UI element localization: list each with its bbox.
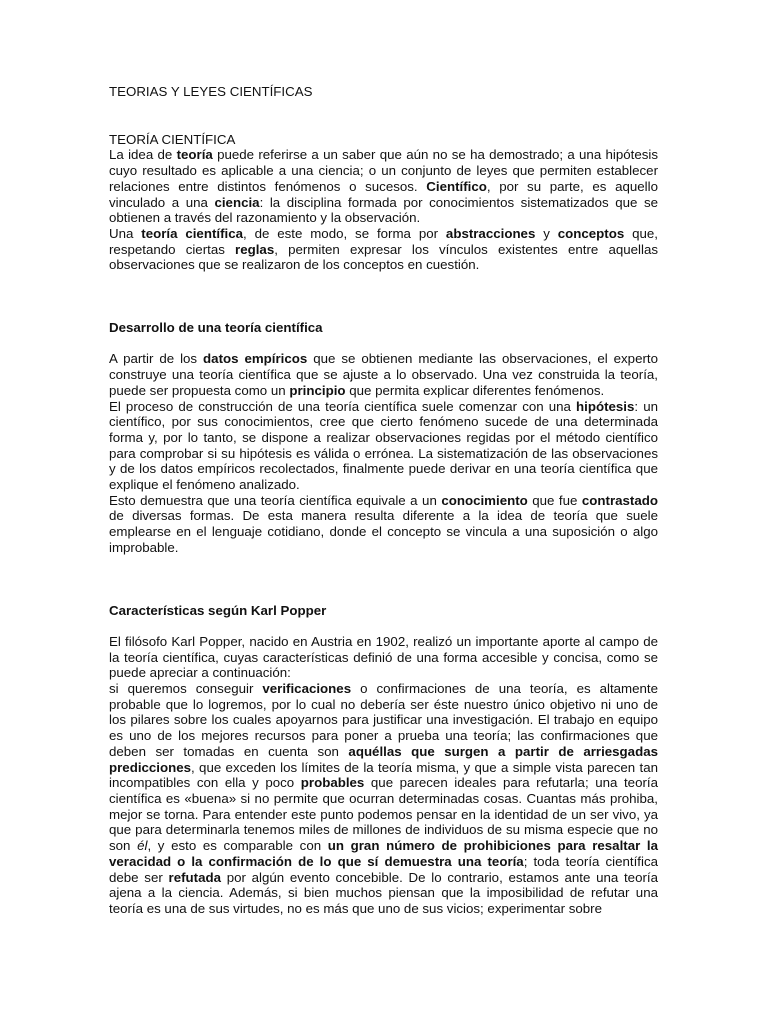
bold-term: hipótesis: [576, 398, 635, 414]
bold-term: aquéllas que surgen a partir de arriesgadas predicciones: [109, 743, 658, 775]
section-heading: Desarrollo de una teoría científica: [109, 320, 323, 336]
text-run: , de este modo, se forma por: [243, 225, 446, 241]
section-caracteristicas-popper: [109, 603, 658, 917]
paragraph: [109, 399, 658, 493]
paragraph: [109, 226, 658, 273]
text-run: que permita explicar diferentes fenómenos.: [345, 382, 605, 398]
text-run: , por su parte, es aquello vinculado a una: [109, 178, 658, 210]
paragraph: [109, 493, 658, 556]
text-run: de diversas formas. De esta manera resulta diferente a la idea de teoría que suele emplearse en el lenguaje cotidiano, donde el concepto se vincula a una suposición o algo improbable.: [109, 508, 658, 555]
text-run: : un científico, por sus conocimientos, cree que cierto fenómeno sucede de una determinada forma y, por lo tanto, se dispone a realizar observaciones regidas por el método científico para comprobar si su hipótesis es válida o errónea. La sistematización de las observaciones y de los datos empíricos recolectados, finalmente puede derivar en una teoría científica que explique el fenómeno analizado.: [109, 398, 658, 493]
text-run: : la disciplina formada por conocimientos sistematizados que se obtienen a través del razonamiento y la observación.: [109, 194, 658, 226]
text-run: por algún evento concebible. De lo contrario, estamos ante una teoría ajena a la ciencia. Además, si bien muchos piensan que la imposibilidad de refutar una teoría es una de sus virtudes, no es más que uno de sus vicios; experimentar sobre: [109, 869, 658, 916]
bold-term: principio: [289, 382, 346, 398]
paragraph: [109, 351, 658, 398]
italic-term: él: [137, 838, 148, 854]
text-run: si queremos conseguir: [109, 681, 263, 697]
bold-term: abstracciones: [445, 225, 536, 241]
paragraph: [109, 681, 658, 917]
text-run: que, respetando ciertas: [109, 225, 658, 257]
section-teoria-cientifica: [109, 132, 658, 273]
section-heading: Características según Karl Popper: [109, 602, 327, 618]
bold-term: conocimiento: [441, 492, 528, 508]
bold-term: teoría: [176, 147, 213, 163]
text-run: El filósofo Karl Popper, nacido en Austria en 1902, realizó un importante aporte al campo de la teoría científica, cuyas características definió de una forma accesible y concisa, como se puede apreciar a continuación:: [109, 633, 658, 681]
text-run: ; toda teoría científica debe ser: [109, 853, 658, 885]
bold-term: conceptos: [557, 225, 625, 241]
paragraph: [109, 634, 658, 681]
bold-term: contrastado: [581, 492, 658, 508]
text-run: A partir de los: [109, 351, 204, 367]
text-run: que parecen ideales para refutarla; una teoría científica es «buena» si no permite que ocurran determinadas cosas. Cuantas más prohiba, mejor se torna. Para entender este punto podemos pensar en la identidad de un ser vivo, ya que para determinarla tenemos miles de millones de individuos de su misma especie que no son: [109, 775, 658, 854]
text-run: , permiten expresar los vínculos existentes entre aquellas observaciones que se realizaron de los conceptos en cuestión.: [109, 241, 658, 273]
text-run: que fue: [527, 492, 582, 508]
bold-term: datos empíricos: [203, 351, 308, 367]
paragraph: [109, 147, 658, 226]
bold-term: verificaciones: [262, 681, 352, 697]
text-run: El proceso de construcción de una teoría científica suele comenzar con una: [109, 398, 577, 414]
document-page: [109, 84, 658, 917]
text-run: o confirmaciones de una teoría, es altamente probable que lo logremos, por lo cual no debería ser éste nuestro único objetivo ni uno de los pilares sobre los cuales apoyarnos para justificar una investigación. El trabajo en equipo es uno de los mejores recursos para poner a prueba una teoría; las confirmaciones que deben ser tomadas en cuenta son: [109, 681, 659, 759]
bold-term: reglas: [235, 241, 275, 257]
bold-term: probables: [300, 775, 365, 791]
text-run: que se obtienen mediante las observaciones, el experto construye una teoría científica que se ajuste a lo observado. Una vez construida la teoría, puede ser propuesta como un: [109, 351, 658, 398]
bold-term: Científico: [426, 178, 487, 194]
section-desarrollo: [109, 320, 658, 556]
text-run: La idea de: [109, 147, 177, 163]
text-run: , que exceden los límites de la teoría misma, y que a simple vista parecen tan incompatibles con ella y poco: [109, 759, 658, 791]
text-run: , y esto es comparable con: [147, 838, 328, 854]
text-run: y: [535, 225, 558, 241]
text-run: puede referirse a un saber que aún no se ha demostrado; a una hipótesis cuyo resultado es aplicable a una ciencia; o un conjunto de leyes que permiten establecer relaciones entre distintos fenómenos o sucesos.: [109, 147, 658, 194]
text-run: Una: [109, 225, 142, 241]
section-heading: TEORÍA CIENTÍFICA: [109, 131, 236, 147]
bold-term: un gran número de prohibiciones para resaltar la veracidad o la confirmación de lo que sí demuestra una teoría: [109, 838, 658, 869]
bold-term: teoría científica: [141, 225, 243, 241]
text-run: Esto demuestra que una teoría científica equivale a un: [109, 492, 442, 508]
bold-term: ciencia: [214, 194, 260, 210]
document-title: TEORIAS Y LEYES CIENTÍFICAS: [109, 84, 313, 99]
bold-term: refutada: [168, 869, 221, 885]
